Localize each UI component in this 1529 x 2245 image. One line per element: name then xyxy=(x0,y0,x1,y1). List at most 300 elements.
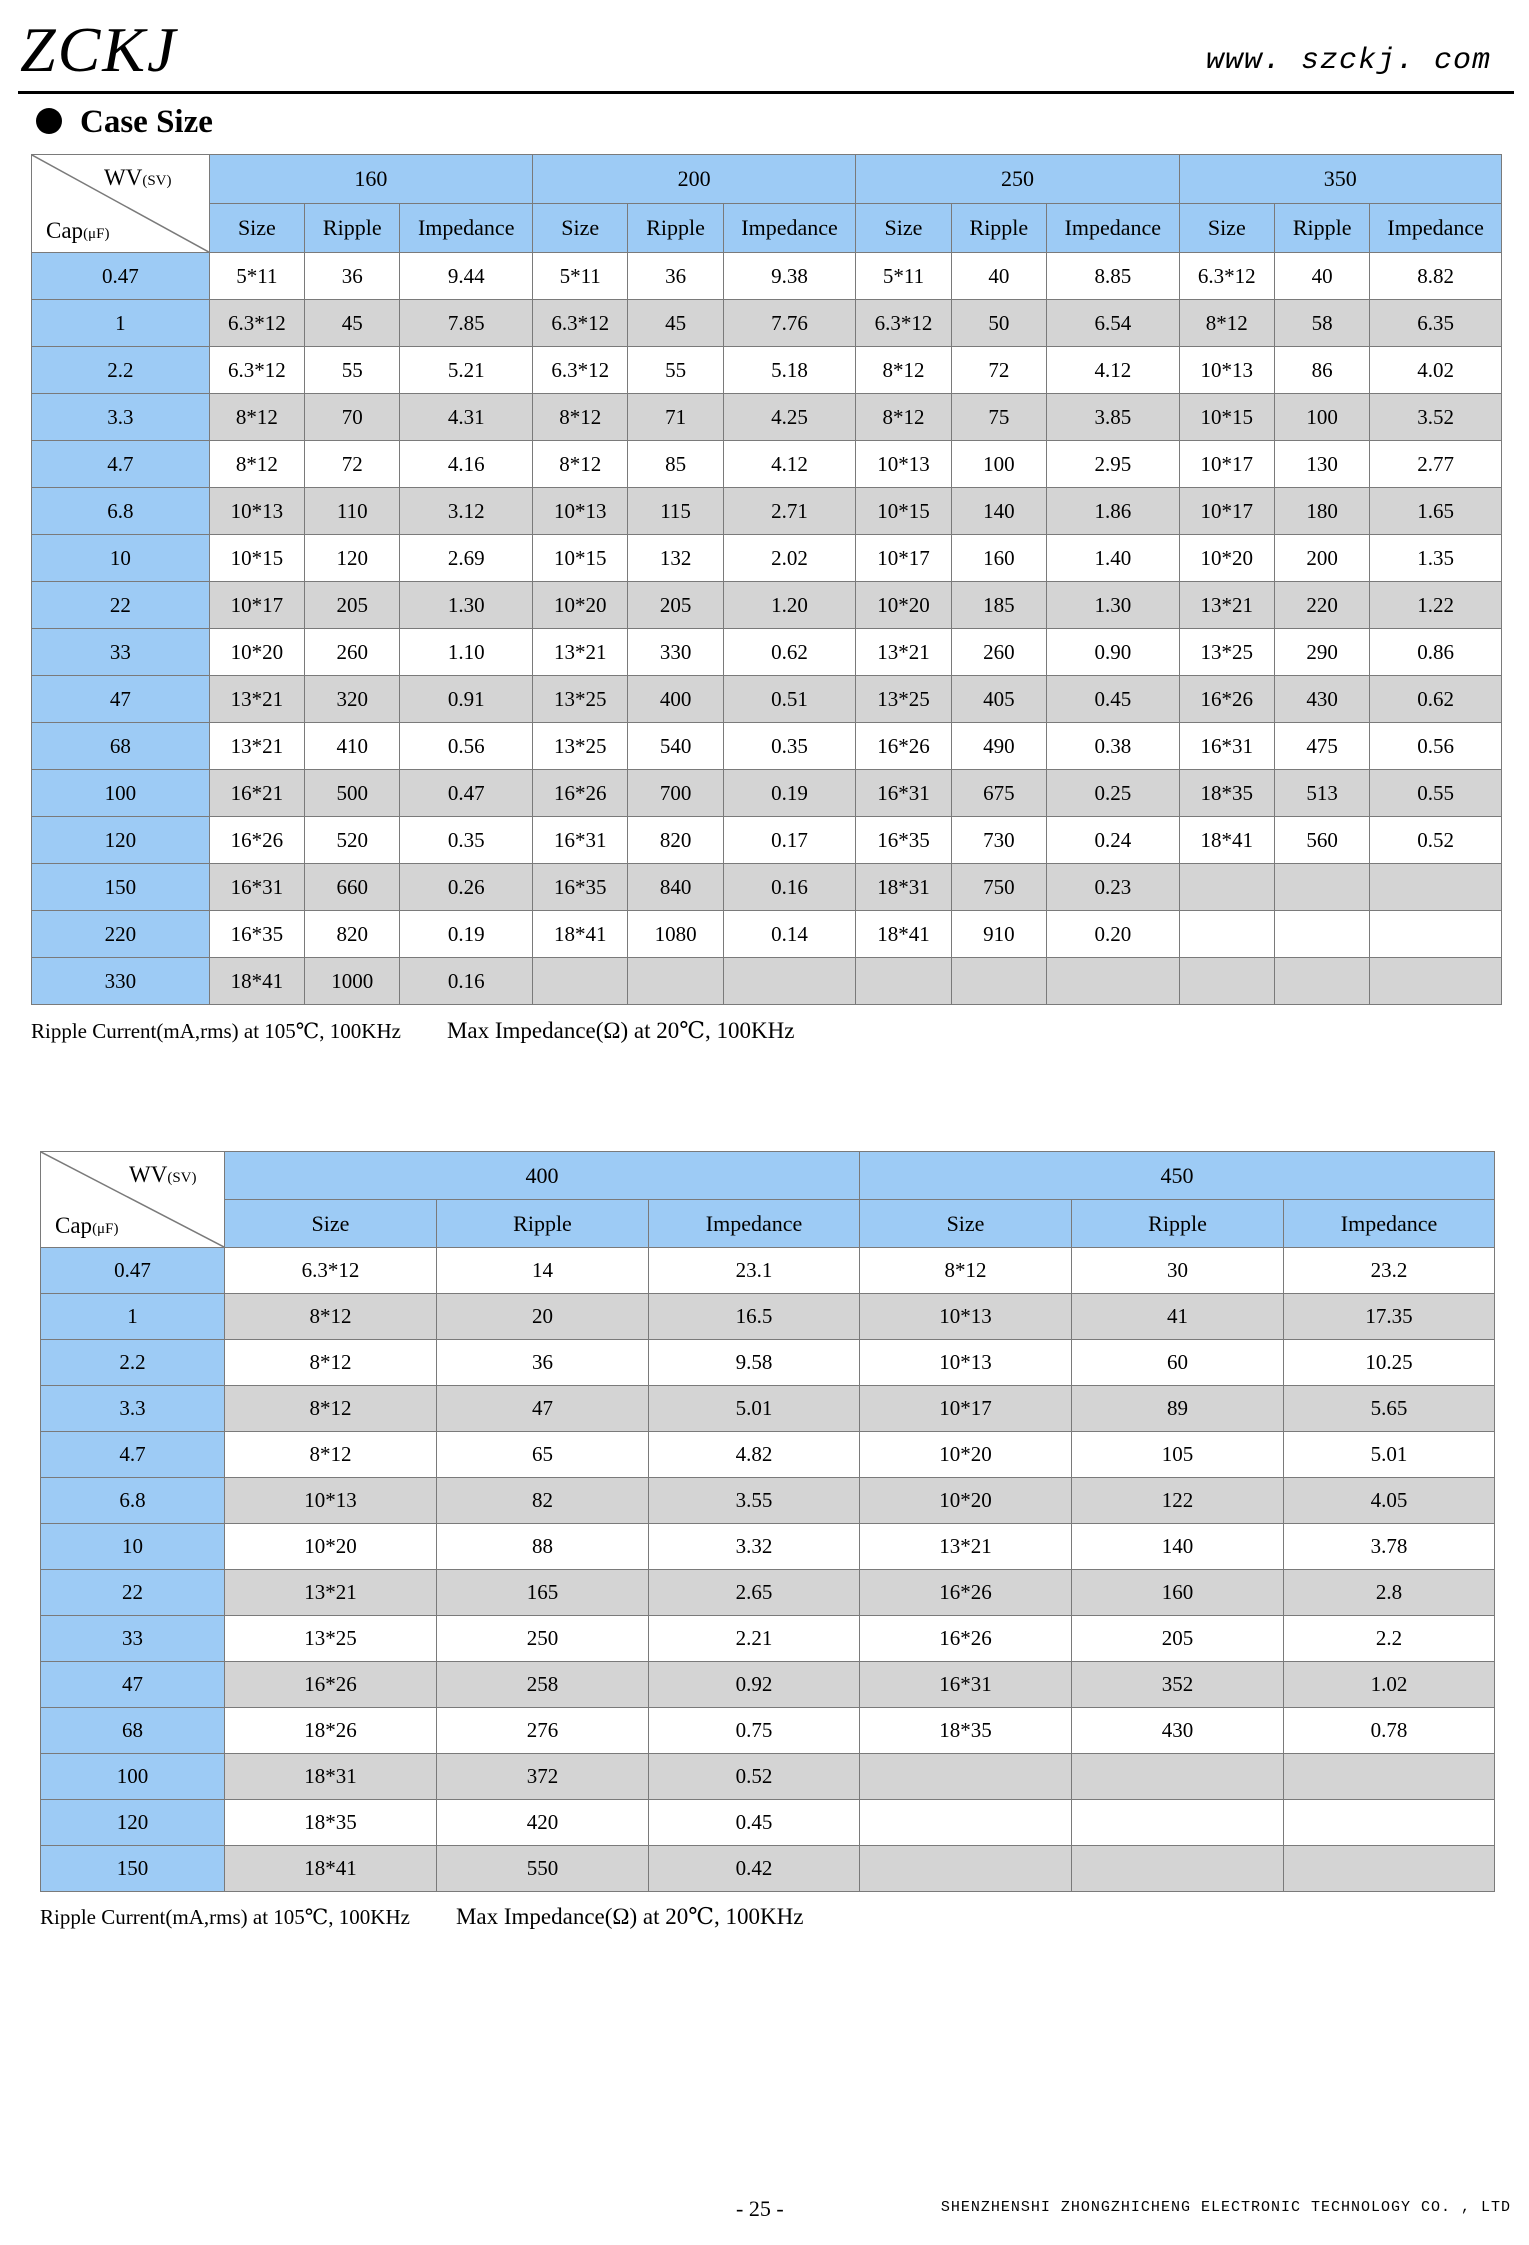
ripple-column-header: Ripple xyxy=(1072,1200,1284,1248)
table-cell: 1.35 xyxy=(1370,535,1502,582)
table-cell: 140 xyxy=(951,488,1046,535)
size-column-header: Size xyxy=(225,1200,437,1248)
table-row xyxy=(32,535,1502,582)
table-cell: 185 xyxy=(951,582,1046,629)
table-cell: 420 xyxy=(437,1800,649,1846)
table-cell: 23.2 xyxy=(1284,1248,1495,1294)
table-cell: 400 xyxy=(628,676,723,723)
table-cell: 13*21 xyxy=(209,723,304,770)
table-cell: 130 xyxy=(1274,441,1369,488)
capacitance-cell: 330 xyxy=(32,958,210,1005)
capacitance-cell: 6.8 xyxy=(41,1478,225,1524)
table-cell: 105 xyxy=(1072,1432,1284,1478)
capacitance-cell: 4.7 xyxy=(32,441,210,488)
table-cell: 10*17 xyxy=(1179,488,1274,535)
table-cell: 10*20 xyxy=(1179,535,1274,582)
page-header xyxy=(0,0,1529,100)
table-cell: 14 xyxy=(437,1248,649,1294)
table-cell: 100 xyxy=(951,441,1046,488)
table-row xyxy=(32,253,1502,300)
table-cell xyxy=(1179,958,1274,1005)
table-cell: 89 xyxy=(1072,1386,1284,1432)
table-cell: 85 xyxy=(628,441,723,488)
table-row xyxy=(32,723,1502,770)
table-cell: 165 xyxy=(437,1570,649,1616)
capacitance-cell: 47 xyxy=(41,1662,225,1708)
table-cell: 1.22 xyxy=(1370,582,1502,629)
table-cell: 10*13 xyxy=(533,488,628,535)
table-cell: 2.2 xyxy=(1284,1616,1495,1662)
table-cell: 820 xyxy=(628,817,723,864)
table-cell: 6.54 xyxy=(1047,300,1180,347)
table-row xyxy=(41,1616,1495,1662)
size-column-header: Size xyxy=(533,204,628,253)
table-cell: 36 xyxy=(305,253,400,300)
capacitance-cell: 33 xyxy=(41,1616,225,1662)
table-cell: 0.45 xyxy=(1047,676,1180,723)
table-cell: 0.75 xyxy=(649,1708,860,1754)
impedance-column-header: Impedance xyxy=(1284,1200,1495,1248)
table-row xyxy=(32,488,1502,535)
table-cell: 18*35 xyxy=(225,1800,437,1846)
table-cell: 0.35 xyxy=(400,817,533,864)
table-cell: 8*12 xyxy=(225,1340,437,1386)
table-cell: 4.25 xyxy=(723,394,856,441)
table-row xyxy=(32,582,1502,629)
capacitance-cell: 1 xyxy=(41,1294,225,1340)
table-cell: 16*31 xyxy=(209,864,304,911)
table-cell: 320 xyxy=(305,676,400,723)
table-cell: 10*13 xyxy=(1179,347,1274,394)
capacitance-cell: 3.3 xyxy=(32,394,210,441)
table-cell: 276 xyxy=(437,1708,649,1754)
table-cell: 0.38 xyxy=(1047,723,1180,770)
table-cell: 0.23 xyxy=(1047,864,1180,911)
table-cell: 18*41 xyxy=(856,911,951,958)
table-row xyxy=(32,864,1502,911)
table-row xyxy=(41,1570,1495,1616)
table-row xyxy=(41,1432,1495,1478)
table-cell: 500 xyxy=(305,770,400,817)
table-cell: 17.35 xyxy=(1284,1294,1495,1340)
table-cell: 0.90 xyxy=(1047,629,1180,676)
table-cell xyxy=(533,958,628,1005)
table-cell: 660 xyxy=(305,864,400,911)
table-cell: 6.3*12 xyxy=(209,347,304,394)
table-cell: 490 xyxy=(951,723,1046,770)
table-row xyxy=(32,347,1502,394)
table-cell xyxy=(1179,911,1274,958)
table-cell: 16*21 xyxy=(209,770,304,817)
table-cell: 8.85 xyxy=(1047,253,1180,300)
table-cell: 0.25 xyxy=(1047,770,1180,817)
table-cell: 430 xyxy=(1072,1708,1284,1754)
table-cell: 0.14 xyxy=(723,911,856,958)
table-cell: 13*21 xyxy=(1179,582,1274,629)
table-cell: 10*15 xyxy=(209,535,304,582)
table-cell: 0.19 xyxy=(400,911,533,958)
table-cell: 260 xyxy=(305,629,400,676)
table-cell: 1000 xyxy=(305,958,400,1005)
capacitance-cell: 2.2 xyxy=(32,347,210,394)
table-cell xyxy=(1072,1800,1284,1846)
table-cell: 82 xyxy=(437,1478,649,1524)
table-cell: 0.91 xyxy=(400,676,533,723)
table-cell xyxy=(723,958,856,1005)
table-cell: 8*12 xyxy=(209,441,304,488)
table-row xyxy=(32,300,1502,347)
table-cell xyxy=(1284,1846,1495,1892)
table-cell xyxy=(1370,958,1502,1005)
table-cell: 3.85 xyxy=(1047,394,1180,441)
table-cell: 16*26 xyxy=(225,1662,437,1708)
table-cell: 220 xyxy=(1274,582,1369,629)
table-row xyxy=(41,1524,1495,1570)
table-cell: 60 xyxy=(1072,1340,1284,1386)
table-cell: 8*12 xyxy=(1179,300,1274,347)
table-cell: 5.21 xyxy=(400,347,533,394)
table-cell: 750 xyxy=(951,864,1046,911)
capacitance-cell: 6.8 xyxy=(32,488,210,535)
company-name: SHENZHENSHI ZHONGZHICHENG ELECTRONIC TECHNOLOGY CO. , LTD xyxy=(940,2199,1511,2216)
table-cell: 160 xyxy=(1072,1570,1284,1616)
table-cell: 550 xyxy=(437,1846,649,1892)
voltage-header: 400 xyxy=(225,1152,860,1200)
table-cell: 2.8 xyxy=(1284,1570,1495,1616)
table-cell: 1.10 xyxy=(400,629,533,676)
section-title-text: Case Size xyxy=(80,104,213,140)
table-cell: 910 xyxy=(951,911,1046,958)
table-cell: 3.32 xyxy=(649,1524,860,1570)
impedance-column-header: Impedance xyxy=(400,204,533,253)
table-cell: 2.69 xyxy=(400,535,533,582)
table-cell: 3.55 xyxy=(649,1478,860,1524)
table-cell: 30 xyxy=(1072,1248,1284,1294)
table-cell: 10*20 xyxy=(860,1432,1072,1478)
table-corner-header xyxy=(32,155,210,253)
table-row xyxy=(41,1662,1495,1708)
capacitance-cell: 100 xyxy=(41,1754,225,1800)
table-cell: 6.3*12 xyxy=(533,300,628,347)
impedance-column-header: Impedance xyxy=(723,204,856,253)
table-cell: 0.55 xyxy=(1370,770,1502,817)
table-cell: 475 xyxy=(1274,723,1369,770)
table-cell: 13*25 xyxy=(533,676,628,723)
table-cell: 1.40 xyxy=(1047,535,1180,582)
table-cell: 120 xyxy=(305,535,400,582)
header-divider xyxy=(18,91,1514,94)
table-cell: 0.52 xyxy=(1370,817,1502,864)
table-cell: 3.78 xyxy=(1284,1524,1495,1570)
capacitance-cell: 68 xyxy=(32,723,210,770)
case-size-table-1 xyxy=(31,154,1502,1005)
table-cell: 7.76 xyxy=(723,300,856,347)
table-cell: 4.31 xyxy=(400,394,533,441)
table-cell: 58 xyxy=(1274,300,1369,347)
table-cell: 18*41 xyxy=(1179,817,1274,864)
table-cell xyxy=(1274,958,1369,1005)
capacitance-cell: 68 xyxy=(41,1708,225,1754)
table-cell xyxy=(860,1800,1072,1846)
table-cell: 18*26 xyxy=(225,1708,437,1754)
wv-label: WV(SV) xyxy=(129,1162,197,1187)
table-cell: 6.3*12 xyxy=(1179,253,1274,300)
table-cell: 1.65 xyxy=(1370,488,1502,535)
table-cell xyxy=(1370,864,1502,911)
bullet-icon xyxy=(36,108,62,134)
table-cell: 10.25 xyxy=(1284,1340,1495,1386)
table-cell: 560 xyxy=(1274,817,1369,864)
table1-footnote xyxy=(31,1018,794,1044)
table-cell: 4.82 xyxy=(649,1432,860,1478)
size-column-header: Size xyxy=(860,1200,1072,1248)
table-cell: 0.51 xyxy=(723,676,856,723)
table-cell: 10*20 xyxy=(533,582,628,629)
capacitance-cell: 33 xyxy=(32,629,210,676)
table-cell: 122 xyxy=(1072,1478,1284,1524)
table-cell: 2.02 xyxy=(723,535,856,582)
table-cell: 47 xyxy=(437,1386,649,1432)
table-cell: 36 xyxy=(437,1340,649,1386)
table-cell: 5.01 xyxy=(649,1386,860,1432)
table-cell: 75 xyxy=(951,394,1046,441)
voltage-header: 450 xyxy=(860,1152,1495,1200)
table-row xyxy=(32,958,1502,1005)
capacitance-cell: 2.2 xyxy=(41,1340,225,1386)
table-cell xyxy=(1284,1754,1495,1800)
table-cell: 205 xyxy=(628,582,723,629)
table-cell: 0.47 xyxy=(400,770,533,817)
cap-label: Cap(μF) xyxy=(55,1213,119,1238)
table-cell: 205 xyxy=(1072,1616,1284,1662)
capacitance-cell: 47 xyxy=(32,676,210,723)
table-cell: 10*20 xyxy=(856,582,951,629)
table-cell: 0.16 xyxy=(723,864,856,911)
table-cell: 8*12 xyxy=(856,347,951,394)
table-cell: 4.05 xyxy=(1284,1478,1495,1524)
case-size-table-2 xyxy=(40,1151,1495,1892)
table-cell: 10*15 xyxy=(856,488,951,535)
impedance-column-header: Impedance xyxy=(1370,204,1502,253)
impedance-note: Max Impedance(Ω) at 20℃, 100KHz xyxy=(446,1018,795,1043)
table-cell: 10*15 xyxy=(1179,394,1274,441)
table-cell: 16*26 xyxy=(856,723,951,770)
table-cell: 8.82 xyxy=(1370,253,1502,300)
section-title xyxy=(36,104,213,141)
table-cell: 5*11 xyxy=(533,253,628,300)
table-cell: 10*13 xyxy=(856,441,951,488)
table-cell: 9.44 xyxy=(400,253,533,300)
table-cell: 13*21 xyxy=(856,629,951,676)
table-cell: 72 xyxy=(305,441,400,488)
page-number: - 25 - xyxy=(736,2196,784,2221)
table-cell: 16*26 xyxy=(860,1616,1072,1662)
table-cell: 4.02 xyxy=(1370,347,1502,394)
table-cell: 86 xyxy=(1274,347,1369,394)
table-cell: 8*12 xyxy=(856,394,951,441)
table-cell: 0.56 xyxy=(1370,723,1502,770)
table-body xyxy=(32,253,1502,1005)
table-cell: 18*41 xyxy=(209,958,304,1005)
table-cell: 260 xyxy=(951,629,1046,676)
table-cell: 5.01 xyxy=(1284,1432,1495,1478)
table-cell: 0.17 xyxy=(723,817,856,864)
table-cell: 13*21 xyxy=(860,1524,1072,1570)
table-cell: 0.62 xyxy=(723,629,856,676)
table-cell: 6.35 xyxy=(1370,300,1502,347)
capacitance-cell: 120 xyxy=(41,1800,225,1846)
table-cell: 18*31 xyxy=(856,864,951,911)
table-cell: 8*12 xyxy=(225,1386,437,1432)
table-cell: 200 xyxy=(1274,535,1369,582)
table-cell: 36 xyxy=(628,253,723,300)
size-column-header: Size xyxy=(209,204,304,253)
cap-label: Cap(μF) xyxy=(46,218,110,243)
impedance-column-header: Impedance xyxy=(649,1200,860,1248)
table-cell: 250 xyxy=(437,1616,649,1662)
table-cell: 0.78 xyxy=(1284,1708,1495,1754)
table-cell: 700 xyxy=(628,770,723,817)
table-cell: 0.45 xyxy=(649,1800,860,1846)
table-cell: 0.62 xyxy=(1370,676,1502,723)
table-cell: 13*21 xyxy=(209,676,304,723)
table-cell: 5*11 xyxy=(856,253,951,300)
table-cell: 55 xyxy=(305,347,400,394)
table-cell: 2.21 xyxy=(649,1616,860,1662)
website-url[interactable]: www. szckj. com xyxy=(1205,44,1491,78)
table-cell: 5.18 xyxy=(723,347,856,394)
table-cell: 10*15 xyxy=(533,535,628,582)
table-cell: 16*31 xyxy=(856,770,951,817)
table-cell: 8*12 xyxy=(533,394,628,441)
table-cell: 10*13 xyxy=(209,488,304,535)
table-cell: 2.77 xyxy=(1370,441,1502,488)
table-cell: 18*35 xyxy=(1179,770,1274,817)
table-cell: 290 xyxy=(1274,629,1369,676)
company-logo: ZCKJ xyxy=(20,14,178,85)
capacitance-cell: 220 xyxy=(32,911,210,958)
table-cell: 13*25 xyxy=(225,1616,437,1662)
table-cell xyxy=(1072,1846,1284,1892)
table-cell: 18*35 xyxy=(860,1708,1072,1754)
table-cell: 5*11 xyxy=(209,253,304,300)
table-cell: 8*12 xyxy=(225,1432,437,1478)
table-cell: 4.16 xyxy=(400,441,533,488)
table-cell: 730 xyxy=(951,817,1046,864)
table-cell: 10*20 xyxy=(225,1524,437,1570)
table-cell: 16*26 xyxy=(1179,676,1274,723)
table-cell: 16*26 xyxy=(533,770,628,817)
table-cell: 8*12 xyxy=(533,441,628,488)
table-cell xyxy=(1072,1754,1284,1800)
table-cell: 6.3*12 xyxy=(856,300,951,347)
capacitance-cell: 150 xyxy=(41,1846,225,1892)
table-cell: 6.3*12 xyxy=(209,300,304,347)
table-cell: 205 xyxy=(305,582,400,629)
table-cell: 100 xyxy=(1274,394,1369,441)
size-column-header: Size xyxy=(1179,204,1274,253)
table-cell: 115 xyxy=(628,488,723,535)
capacitance-cell: 3.3 xyxy=(41,1386,225,1432)
table-cell: 0.26 xyxy=(400,864,533,911)
table-row xyxy=(41,1708,1495,1754)
table-row xyxy=(41,1800,1495,1846)
table-cell: 0.24 xyxy=(1047,817,1180,864)
table-cell: 160 xyxy=(951,535,1046,582)
table-cell: 110 xyxy=(305,488,400,535)
capacitance-cell: 22 xyxy=(32,582,210,629)
table-cell: 50 xyxy=(951,300,1046,347)
table-row xyxy=(41,1248,1495,1294)
table-cell: 45 xyxy=(628,300,723,347)
table-cell: 70 xyxy=(305,394,400,441)
table-cell: 13*25 xyxy=(856,676,951,723)
table-cell xyxy=(1274,911,1369,958)
table-row xyxy=(32,441,1502,488)
table-cell: 16*35 xyxy=(856,817,951,864)
table-cell: 20 xyxy=(437,1294,649,1340)
table-cell: 8*12 xyxy=(209,394,304,441)
table-cell: 840 xyxy=(628,864,723,911)
table-cell: 820 xyxy=(305,911,400,958)
table-cell: 10*17 xyxy=(209,582,304,629)
table-cell: 13*21 xyxy=(225,1570,437,1616)
table-cell: 410 xyxy=(305,723,400,770)
table-cell: 430 xyxy=(1274,676,1369,723)
capacitance-cell: 120 xyxy=(32,817,210,864)
table-cell: 9.38 xyxy=(723,253,856,300)
voltage-header: 160 xyxy=(209,155,532,204)
ripple-note: Ripple Current(mA,rms) at 105℃, 100KHz xyxy=(31,1019,401,1043)
table-cell: 18*31 xyxy=(225,1754,437,1800)
table-cell: 0.56 xyxy=(400,723,533,770)
table-cell: 372 xyxy=(437,1754,649,1800)
table-cell xyxy=(1047,958,1180,1005)
table-row xyxy=(32,911,1502,958)
table-cell: 9.58 xyxy=(649,1340,860,1386)
size-column-header: Size xyxy=(856,204,951,253)
ripple-column-header: Ripple xyxy=(437,1200,649,1248)
table-row xyxy=(41,1386,1495,1432)
table-cell: 1.20 xyxy=(723,582,856,629)
table-cell: 16*31 xyxy=(533,817,628,864)
table-cell: 520 xyxy=(305,817,400,864)
table-cell: 8*12 xyxy=(225,1294,437,1340)
voltage-header: 350 xyxy=(1179,155,1501,204)
capacitance-cell: 150 xyxy=(32,864,210,911)
wv-label: WV(SV) xyxy=(104,165,172,190)
table-cell: 16*35 xyxy=(209,911,304,958)
table-cell: 13*21 xyxy=(533,629,628,676)
table-cell: 40 xyxy=(951,253,1046,300)
table-row xyxy=(32,817,1502,864)
table-cell: 88 xyxy=(437,1524,649,1570)
capacitance-cell: 4.7 xyxy=(41,1432,225,1478)
table-cell: 0.86 xyxy=(1370,629,1502,676)
table-cell: 72 xyxy=(951,347,1046,394)
capacitance-cell: 10 xyxy=(41,1524,225,1570)
table-cell: 16*26 xyxy=(209,817,304,864)
table-cell: 3.12 xyxy=(400,488,533,535)
table-cell: 1080 xyxy=(628,911,723,958)
table-row xyxy=(32,676,1502,723)
ripple-column-header: Ripple xyxy=(628,204,723,253)
table-cell: 16*26 xyxy=(860,1570,1072,1616)
table-cell: 0.52 xyxy=(649,1754,860,1800)
table-cell: 7.85 xyxy=(400,300,533,347)
table-cell: 0.16 xyxy=(400,958,533,1005)
table-cell: 45 xyxy=(305,300,400,347)
